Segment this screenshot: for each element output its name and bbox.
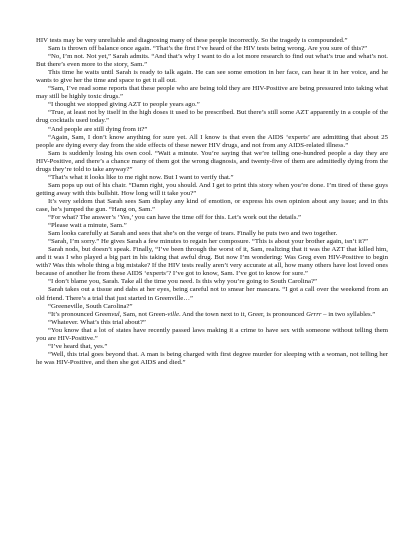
- paragraph: It’s very seldom that Sarah sees Sam display any kind of emotion, or express his own opinion about any issue; and in this case, he’s jumped the gun. “Hang on, Sam.”: [36, 197, 388, 213]
- paragraph: “Please wait a minute, Sam.”: [48, 222, 127, 230]
- paragraph: Sam is thrown off balance once again. “That’s the first I’ve heard of the HIV tests being wrong. Are you sure of this?”: [48, 45, 368, 53]
- paragraph: “You know that a lot of states have recently passed laws making it a crime to have sex with someone without telling them you are HIV-Positive.”: [36, 326, 388, 342]
- paragraph: HIV tests may be very unreliable and diagnosing many of these people incorrectly. So the tragedy is compounded.”: [36, 37, 348, 44]
- paragraph: “That’s what it looks like to me right now. But I want to verify that.”: [48, 173, 234, 181]
- paragraph: “Sarah, I’m sorry.” He gives Sarah a few minutes to regain her composure. “This is about your brother again, isn’t it?”: [48, 238, 368, 246]
- paragraph: Sam looks carefully at Sarah and sees that she’s on the verge of tears. Finally he puts two and two together.: [48, 230, 338, 238]
- paragraph: “I’ve heard that, yes.”: [48, 342, 108, 350]
- paragraph: “No, I’m not. Not yet,” Sarah admits. “And that’s why I want to do a lot more research to find out what’s true and what’s not. But there’s even more to the story, Sam.”: [36, 53, 388, 69]
- paragraph: Sam pops up out of his chair. “Damn right, you should. And I get to print this story when you’re done. I’m tired of these guys getting away with this bullshit. How long will it take you?”: [36, 181, 388, 197]
- paragraph: “I thought we stopped giving AZT to people years ago.”: [48, 101, 200, 109]
- paragraph: Sam is suddenly losing his own cool. “Wait a minute. You’re saying that we’re telling one-hundred people a day they are HIV-Positive, and there’s a chance many of them got the wrong diagnosis, and twenty-five of them are admittedly dying from the drugs they’re told to take anyway?”: [36, 149, 388, 173]
- paragraph: “Sam, I’ve read some reports that these people who are being told they are HIV-Positive are being pressured into taking what may still be highly toxic drugs.”: [36, 85, 388, 101]
- paragraph: “It’s pronounced Greenvul, Sam, not Green-ville. And the town next to it, Greer, is pronounced Grrrr – in two syllables.”: [48, 310, 376, 318]
- paragraph: “And people are still dying from it?”: [48, 125, 148, 133]
- paragraph: “For what? The answer’s ‘Yes,’ you can have the time off for this. Let’s work out the details.”: [48, 214, 302, 222]
- paragraph: “Whatever. What’s this trial about?”: [48, 318, 146, 326]
- paragraph: Sarah takes out a tissue and dabs at her eyes, being careful not to smear her mascara. “I got a call over the weekend from an old friend. There’s a trial that just started in Greenville…”: [36, 286, 388, 302]
- paragraph: “I don’t blame you, Sarah. Take all the time you need. Is this why you’re going to South Carolina?”: [48, 278, 318, 286]
- paragraph: “Greeneville, South Carolina?”: [48, 302, 133, 310]
- paragraph: “Well, this trial goes beyond that. A man is being charged with first degree murder for sleeping with a woman, not telling her he was HIV-Positive, and then she got AIDS and died.”: [36, 350, 388, 366]
- paragraph: This time he waits until Sarah is ready to talk again. He can see some emotion in her face, can hear it in her voice, and he wants to give her the time and space to get it all out.: [36, 69, 388, 85]
- paragraph: “True, at least not by itself in the high doses it used to be prescribed. But there’s still some AZT apparently in a couple of the drug cocktails used today.”: [36, 109, 388, 125]
- paragraph: Sarah nods, but doesn’t speak. Finally, “I’ve been through the worst of it, Sam, realizing that it was the AZT that killed him, and it was I who played a big part in his taking that awful drug. But now I’m wondering: Was Greg even HIV-Positive to begin with? Was this whole thing a big mistake? If the HIV tests really aren’t very accurate at all, how many others have lost loved ones because of another lie from these AIDS ‘experts’? I’ve got to know, Sam. I’ve got to know for sure.”: [36, 246, 388, 278]
- document-page: [36, 37, 388, 367]
- paragraph: “Again, Sam, I don’t know anything for sure yet. All I know is that even the AIDS ‘experts’ are admitting that about 25 people are dying every day from the side effects of these newer HIV drugs, and not from any AIDS-related illness.”: [36, 133, 388, 149]
